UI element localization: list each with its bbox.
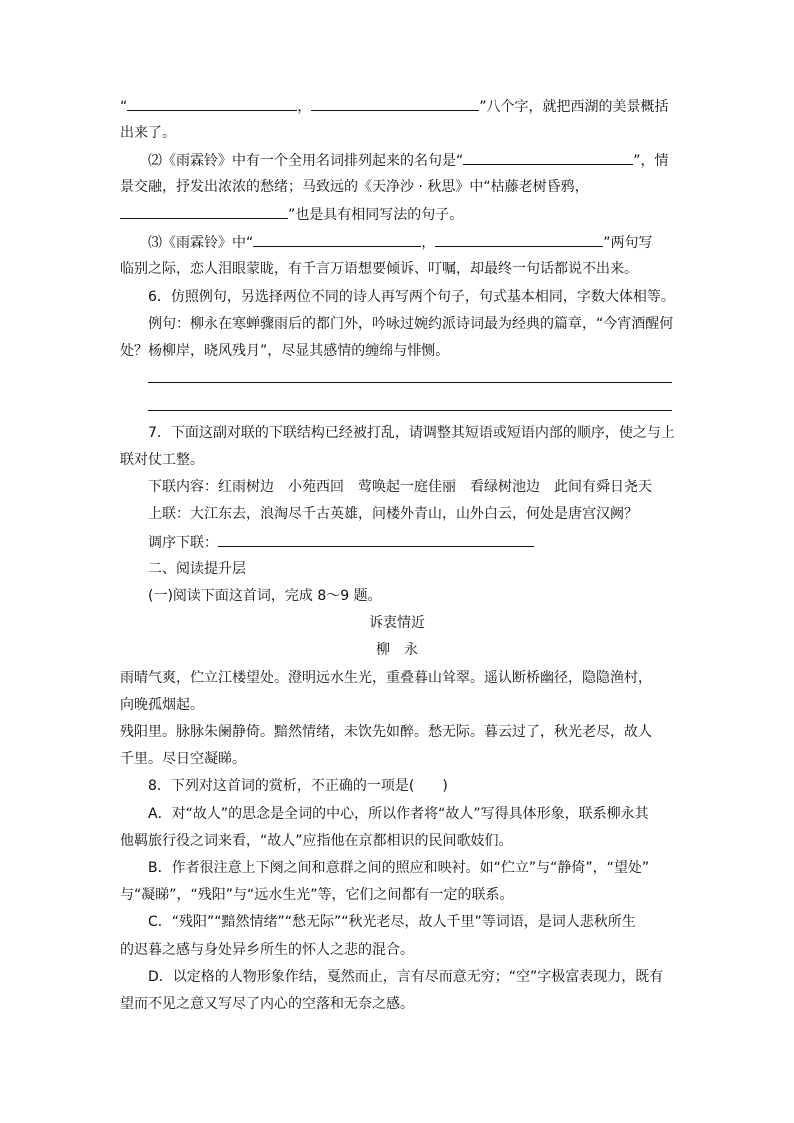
poem-stanza-2-line-1: 残阳里。脉脉朱阑静倚。黯然情绪，未饮先如醉。愁无际。暮云过了，秋光老尽，故人	[120, 724, 652, 740]
q5-sub2-line-3	[120, 204, 463, 224]
q5-sub2-text-b: ”，情	[633, 153, 669, 169]
answer-blank-5[interactable]	[253, 232, 421, 247]
poem-author: 柳 永	[376, 642, 418, 658]
section-intro: (一)阅读下面这首词，完成 8～9 题。	[148, 588, 382, 604]
q8-option-b-line-1[interactable]: B．作者很注意上下阕之间和意群之间的照应和映衬。如“伫立”与“静倚”，“望处”	[148, 860, 650, 876]
q6-example-line-2: 处？杨柳岸，晓风残月”，尽显其感情的缠绵与悱恻。	[120, 343, 450, 359]
q5-sub3-line-2: 临别之际，恋人泪眼蒙眬，有千言万语想要倾诉、叮嘱，却最终一句话都说不出来。	[120, 261, 638, 277]
comma: ，	[297, 99, 312, 115]
answer-blank-6[interactable]	[435, 232, 603, 247]
answer-line-2[interactable]	[148, 410, 672, 411]
q5-sub3-text-b: ”两句写	[603, 235, 653, 251]
answer-blank-1[interactable]	[127, 96, 297, 111]
q8-option-c-line-1[interactable]: C．“残阳”“黯然情绪”“愁无际”“秋光老尽，故人千里”等词语，是词人悲秋所生	[148, 914, 636, 930]
q8-option-a-line-1[interactable]: A．对“故人”的思念是全词的中心，所以作者将“故人”写得具体形象，联系柳永其	[148, 806, 649, 822]
answer-blank-2[interactable]	[311, 96, 479, 111]
q7-upper-couplet: 上联：大江东去，浪淘尽千古英雄，问楼外青山，山外白云，何处是唐宫汉阙？	[148, 506, 638, 522]
poem-stanza-2-line-2: 千里。尽日空凝睇。	[120, 751, 246, 767]
answer-blank-4[interactable]	[120, 204, 288, 219]
poem-title: 诉衷情近	[369, 615, 425, 631]
q5-sub2-text-d: ”也是具有相同写法的句子。	[288, 207, 464, 223]
q5-line-1-text: ”八个字，就把西湖的美景概括	[479, 99, 669, 115]
q5-sub3-text-a: ⑶《雨霖铃》中“	[148, 235, 254, 251]
q7-stem-line-1: 7．下面这副对联的下联结构已经被打乱，请调整其短语或短语内部的顺序，使之与上	[148, 425, 675, 441]
q7-lower-couplet: 下联内容：红雨树边 小苑西回 莺唤起一庭佳丽 看绿树池边 此间有舜日尧天	[148, 479, 652, 495]
q5-sub3-line-1	[148, 232, 653, 252]
answer-blank-7[interactable]	[218, 532, 534, 547]
q6-stem: 6．仿照例句，另选择两位不同的诗人再写两个句子，句式基本相同，字数大体相等。	[148, 289, 675, 305]
q6-example-line-1: 例句：柳永在寒蝉骤雨后的都门外，吟咏过婉约派诗词最为经典的篇章，“今宵酒醒何	[148, 316, 674, 332]
q5-line-1	[120, 96, 669, 116]
q7-answer-label: 调序下联：	[148, 535, 218, 551]
open-quote: “	[120, 99, 128, 115]
poem-stanza-1-line-1: 雨晴气爽，伫立江楼望处。澄明远水生光，重叠暮山耸翠。遥认断桥幽径，隐隐渔村，	[120, 670, 652, 686]
q8-option-d-line-1[interactable]: D．以定格的人物形象作结，戛然而止，言有尽而意无穷；“空”字极富表现力，既有	[148, 969, 664, 985]
q5-sub2-line-1	[148, 150, 669, 170]
q5-sub2-line-2: 景交融，抒发出浓浓的愁绪；马致远的《天净沙 · 秋思》中“枯藤老树昏鸦，	[120, 179, 589, 195]
q8-stem: 8．下列对这首词的赏析，不正确的一项是( )	[148, 778, 448, 794]
q8-option-b-line-2[interactable]: 与“凝睇”，“残阳”与“远水生光”等，它们之间都有一定的联系。	[120, 887, 514, 903]
q7-answer-line	[148, 532, 534, 552]
answer-blank-3[interactable]	[463, 150, 633, 165]
answer-line-1[interactable]	[148, 382, 672, 383]
q8-option-d-line-2[interactable]: 望而不见之意又写尽了内心的空落和无奈之感。	[120, 996, 414, 1012]
comma: ，	[421, 235, 436, 251]
q8-option-c-line-2[interactable]: 的迟暮之感与身处异乡所生的怀人之悲的混合。	[120, 942, 414, 958]
section-title: 二、阅读提升层	[148, 561, 246, 577]
poem-stanza-1-line-2: 向晚孤烟起。	[120, 697, 204, 713]
q5-sub2-text-a: ⑵《雨霖铃》中有一个全用名词排列起来的名句是“	[148, 153, 464, 169]
q5-line-2: 出来了。	[120, 125, 176, 141]
q8-option-a-line-2[interactable]: 他羁旅行役之词来看，“故人”应指他在京都相识的民间歌妓们。	[120, 833, 513, 849]
q7-stem-line-2: 联对仗工整。	[120, 452, 204, 468]
